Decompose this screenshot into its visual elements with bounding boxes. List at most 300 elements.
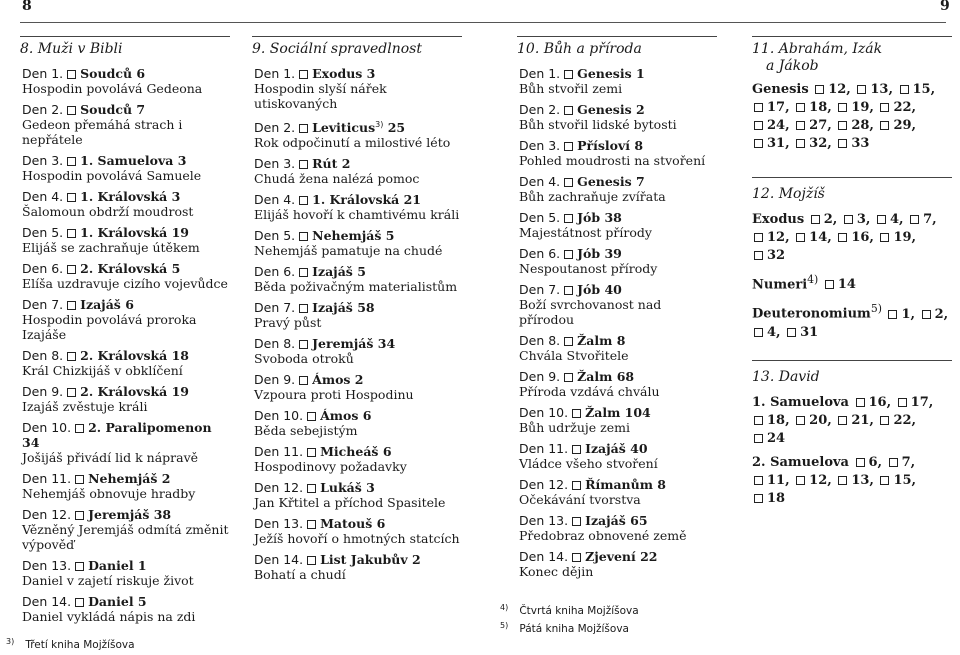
- chapter-number: 12,: [809, 472, 832, 488]
- bible-reference: Izajáš 6: [80, 297, 134, 312]
- day-heading: [22, 594, 230, 609]
- day-heading: [519, 210, 717, 225]
- checkbox-icon: [910, 215, 919, 224]
- checkbox-icon: [815, 85, 824, 94]
- bible-reference: Genesis 1: [577, 66, 645, 81]
- chapter-number: 15,: [893, 472, 917, 488]
- day-label: Den 14.: [519, 549, 569, 564]
- checkbox-icon: [67, 352, 76, 361]
- day-description: Nehemjáš obnovuje hradby: [22, 486, 196, 501]
- chapter-number: 7,: [923, 212, 937, 227]
- bible-reference: Rút 2: [312, 156, 351, 172]
- checkbox-icon: [838, 139, 847, 148]
- day-label: Den 11.: [22, 471, 72, 486]
- checkbox-icon: [564, 106, 573, 115]
- day-entry: [22, 153, 230, 183]
- day-entry: [254, 264, 462, 294]
- bible-reference: Lukáš 3: [320, 480, 375, 496]
- chapter-number: 12,: [828, 82, 851, 97]
- day-description: Očekávání tvorstva: [519, 492, 641, 507]
- day-label: Den 8.: [254, 336, 296, 352]
- day-entry: [519, 174, 717, 204]
- checkbox-icon: [307, 412, 316, 421]
- reading-list-1-samuel: [752, 394, 952, 448]
- bible-reference: 2. Královská 19: [80, 384, 189, 399]
- bible-reference: Nehemjáš 5: [312, 228, 395, 244]
- day-entry: [22, 507, 230, 552]
- day-entry: [22, 384, 230, 414]
- day-description: Příroda vzdává chválu: [519, 384, 660, 399]
- day-label: Den 13.: [519, 513, 569, 528]
- bible-reference: Izajáš 40: [585, 441, 648, 456]
- bible-reference: 1. Samuelova 3: [80, 153, 187, 168]
- bible-reference: 2. Královská 5: [80, 261, 181, 276]
- chapter-item: [878, 118, 916, 133]
- day-entry: [22, 420, 230, 465]
- day-heading: [254, 480, 462, 495]
- chapter-number: 3,: [856, 212, 871, 227]
- checkbox-icon: [67, 229, 76, 238]
- bible-reference: Leviticus: [312, 120, 376, 136]
- chapter-number: 18,: [809, 100, 832, 115]
- day-heading: [22, 420, 230, 450]
- day-heading: [519, 66, 717, 81]
- checkbox-icon: [299, 268, 308, 277]
- chapter-number: 22,: [893, 412, 917, 428]
- chapter-number: 7,: [901, 454, 916, 470]
- day-description: Chudá žena nalézá pomoc: [254, 171, 420, 187]
- page-number-left: 8: [22, 0, 32, 14]
- day-entry: [254, 66, 462, 111]
- checkbox-icon: [754, 434, 763, 443]
- chapter-number: 13,: [851, 472, 874, 488]
- checkbox-icon: [787, 328, 796, 337]
- day-description: Hospodin povolává Gedeona: [22, 81, 203, 96]
- column-patriarchs: [752, 36, 952, 514]
- day-description: Jošijáš přivádí lid k nápravě: [22, 450, 199, 465]
- checkbox-icon: [564, 373, 573, 382]
- checkbox-icon: [857, 85, 866, 94]
- chapter-item: [794, 230, 832, 245]
- bible-reference: Žalm 68: [577, 369, 635, 384]
- bible-reference: Jób 39: [577, 246, 622, 261]
- day-entry: [519, 549, 717, 579]
- checkbox-icon: [299, 304, 308, 313]
- day-heading: [519, 513, 717, 528]
- day-description: Hospodin povolává proroka Izajáše: [22, 312, 197, 342]
- day-heading: [254, 192, 462, 207]
- bible-reference: Přísloví 8: [577, 138, 644, 153]
- chapter-item: [875, 212, 904, 227]
- chapter-number: 15,: [912, 82, 936, 97]
- day-entry: [254, 480, 462, 510]
- bible-reference: Genesis 7: [577, 174, 645, 189]
- bible-reference: 2. Královská 18: [80, 348, 189, 363]
- day-entry: [254, 336, 462, 366]
- checkbox-icon: [838, 121, 847, 130]
- checkbox-icon: [754, 416, 763, 425]
- day-heading: [254, 117, 462, 135]
- day-heading: [22, 153, 230, 168]
- chapter-item: [878, 413, 916, 428]
- footnote-ref: 4): [807, 273, 819, 286]
- day-list: [252, 66, 462, 582]
- checkbox-icon: [880, 233, 889, 242]
- day-label: Den 14.: [254, 552, 304, 568]
- chapter-number: 4,: [767, 324, 781, 340]
- day-description: Rok odpočinutí a milostivé léto: [254, 135, 451, 151]
- chapter-item: [836, 413, 874, 428]
- checkbox-icon: [564, 214, 573, 223]
- footnote-ref: 5): [870, 302, 882, 316]
- checkbox-icon: [75, 424, 84, 433]
- day-description: Ježíš hovoří o hmotných statcích: [254, 531, 460, 547]
- day-entry: [519, 369, 717, 399]
- chapter-item: [854, 455, 883, 470]
- checkbox-icon: [888, 310, 897, 319]
- bible-reference: Ámos 2: [312, 372, 364, 388]
- bible-reference: Soudců 6: [80, 66, 146, 81]
- day-entry: [254, 408, 462, 438]
- day-heading: [22, 189, 230, 204]
- checkbox-icon: [75, 562, 84, 571]
- chapter-item: [887, 455, 916, 470]
- day-entry: [519, 477, 717, 507]
- column-social-justice: [252, 36, 462, 588]
- day-label: Den 3.: [22, 153, 64, 168]
- footnote-3: [6, 637, 135, 651]
- day-label: Den 12.: [519, 477, 569, 492]
- day-entry: [22, 102, 230, 147]
- day-heading: [22, 261, 230, 276]
- day-label: Den 2.: [519, 102, 561, 117]
- chapter-number: 14: [837, 277, 856, 293]
- day-label: Den 5.: [519, 210, 561, 225]
- footnote-ref: 3): [375, 120, 384, 129]
- chapter-number: 6,: [868, 454, 883, 470]
- checkbox-icon: [880, 476, 889, 485]
- day-entry: [254, 117, 462, 150]
- chapter-item: [898, 82, 936, 97]
- chapter-item: [752, 118, 790, 133]
- chapter-item: [896, 395, 934, 410]
- checkbox-icon: [299, 124, 308, 133]
- day-description: Daniel vykládá nápis na zdi: [22, 609, 196, 624]
- chapter-item: [794, 100, 832, 115]
- day-description: Vzpoura proti Hospodinu: [254, 387, 414, 403]
- day-label: Den 2.: [254, 120, 296, 136]
- day-heading: [254, 372, 462, 387]
- day-heading: [519, 405, 717, 420]
- chapter-number: 18,: [767, 412, 790, 428]
- day-heading: [22, 384, 230, 399]
- checkbox-icon: [825, 280, 834, 289]
- checkbox-icon: [889, 458, 898, 467]
- day-description: Jan Křtitel a příchod Spasitele: [254, 495, 446, 511]
- day-heading: [254, 66, 462, 81]
- chapter-number: 32,: [809, 136, 832, 151]
- checkbox-icon: [754, 328, 763, 337]
- day-entry: [519, 138, 717, 168]
- section-title: 10. Bůh a příroda: [517, 41, 642, 57]
- day-label: Den 11.: [519, 441, 569, 456]
- day-description: Elíša uzdravuje cizího vojevůdce: [22, 276, 228, 291]
- checkbox-icon: [811, 215, 820, 224]
- day-label: Den 8.: [22, 348, 64, 363]
- chapter-number: 2,: [823, 212, 838, 227]
- checkbox-icon: [75, 475, 84, 484]
- checkbox-icon: [572, 481, 581, 490]
- chapter-number: 1,: [901, 306, 916, 322]
- bible-reference: Genesis 2: [577, 102, 645, 117]
- section-rule: [252, 36, 462, 37]
- chapter-number: 11,: [767, 472, 790, 488]
- bible-reference: Daniel 5: [88, 594, 147, 609]
- day-entry: [254, 552, 462, 582]
- day-entry: [254, 228, 462, 258]
- chapter-item: [908, 212, 937, 227]
- checkbox-icon: [572, 445, 581, 454]
- checkbox-icon: [299, 376, 308, 385]
- day-heading: [22, 471, 230, 486]
- book-name: Numeri: [752, 277, 808, 293]
- checkbox-icon: [307, 484, 316, 493]
- chapter-number: 17,: [767, 100, 790, 115]
- checkbox-icon: [754, 494, 763, 503]
- book-name: Genesis: [752, 82, 809, 97]
- day-label: Den 12.: [254, 480, 304, 496]
- day-entry: [254, 372, 462, 402]
- chapter-number: 2,: [934, 306, 949, 322]
- day-label: Den 7.: [22, 297, 64, 312]
- day-heading: [254, 228, 462, 243]
- chapter-item: [794, 118, 832, 133]
- day-label: Den 8.: [519, 333, 561, 348]
- day-entry: [22, 594, 230, 624]
- chapter-item: [836, 136, 869, 151]
- chapter-number: 18: [767, 490, 786, 506]
- checkbox-icon: [67, 106, 76, 115]
- bible-reference: List Jakubův 2: [320, 552, 421, 568]
- chapter-item: [813, 82, 851, 97]
- book-name: Exodus: [752, 212, 805, 227]
- checkbox-icon: [572, 409, 581, 418]
- section-title-line: 11. Abrahám, Izák: [752, 41, 883, 57]
- day-entry: [519, 513, 717, 543]
- bible-reference: Jeremjáš 38: [88, 507, 172, 522]
- day-heading: [22, 225, 230, 240]
- checkbox-icon: [307, 520, 316, 529]
- day-heading: [519, 333, 717, 348]
- chapter-item: [836, 473, 874, 488]
- day-description: Běda poživačným materialistům: [254, 279, 458, 295]
- day-label: Den 3.: [254, 156, 296, 172]
- checkbox-icon: [564, 70, 573, 79]
- bible-reference: Matouš 6: [320, 516, 386, 532]
- checkbox-icon: [564, 142, 573, 151]
- section-title-13: 13. David: [752, 368, 820, 385]
- chapter-item: [854, 395, 892, 410]
- day-description: Konec dějin: [519, 564, 594, 579]
- checkbox-icon: [838, 416, 847, 425]
- day-entry: [254, 300, 462, 330]
- day-entry: [519, 333, 717, 363]
- section-title-11: [752, 41, 952, 75]
- chapter-number: 16,: [851, 230, 874, 245]
- day-label: Den 10.: [22, 420, 72, 435]
- day-label: Den 14.: [22, 594, 72, 609]
- chapter-number: 17,: [910, 394, 934, 410]
- reading-list-2-samuel: [752, 454, 952, 508]
- chapter-item: [752, 248, 785, 263]
- chapter-item: [752, 491, 785, 506]
- checkbox-icon: [922, 310, 931, 319]
- checkbox-icon: [564, 337, 573, 346]
- checkbox-icon: [754, 103, 763, 112]
- day-label: Den 7.: [519, 282, 561, 297]
- bible-reference: Exodus 3: [312, 66, 376, 81]
- book-name: 2. Samuelova: [752, 454, 849, 470]
- day-entry: [519, 102, 717, 132]
- checkbox-icon: [880, 103, 889, 112]
- day-label: Den 4.: [254, 192, 296, 208]
- chapter-item: [752, 136, 790, 151]
- footnote-mark: 3): [6, 637, 15, 646]
- day-entry: [22, 261, 230, 291]
- day-heading: [22, 66, 230, 81]
- day-description: Předobraz obnovené země: [519, 528, 687, 543]
- day-description: Nespoutanost přírody: [519, 261, 658, 276]
- chapter-item: [794, 413, 832, 428]
- section-title-line: a Jákob: [766, 58, 819, 74]
- day-description: Bohatí a chudí: [254, 567, 346, 583]
- column-men-in-bible: [20, 36, 230, 630]
- day-description: Hospodinovy požadavky: [254, 459, 407, 475]
- checkbox-icon: [299, 340, 308, 349]
- bible-reference: 1. Královská 3: [80, 189, 181, 204]
- checkbox-icon: [856, 458, 865, 467]
- bible-reference: Micheáš 6: [320, 444, 392, 460]
- day-description: Šalomoun obdrží moudrost: [22, 204, 194, 219]
- day-heading: [519, 282, 717, 297]
- page-number-right: 9: [940, 0, 950, 14]
- bible-reference: Žalm 104: [585, 405, 651, 420]
- day-label: Den 4.: [22, 189, 64, 204]
- checkbox-icon: [838, 233, 847, 242]
- checkbox-icon: [880, 416, 889, 425]
- section-rule: [752, 36, 952, 37]
- day-label: Den 6.: [254, 264, 296, 280]
- section-title: 9. Sociální spravedlnost: [252, 41, 422, 57]
- checkbox-icon: [564, 250, 573, 259]
- checkbox-icon: [67, 265, 76, 274]
- bible-reference: Zjevení 22: [585, 549, 658, 564]
- chapter-number: 13,: [870, 82, 893, 97]
- chapter-item: [752, 230, 790, 245]
- checkbox-icon: [754, 121, 763, 130]
- chapter-number: 12,: [767, 230, 790, 245]
- day-description: Elijáš se zachraňuje útěkem: [22, 240, 200, 255]
- checkbox-icon: [796, 416, 805, 425]
- section-rule: [517, 36, 717, 37]
- bible-reference: Soudců 7: [80, 102, 146, 117]
- chapter-item: [836, 118, 874, 133]
- day-description: Hospodin slyší nářek utiskovaných: [254, 81, 387, 111]
- footnote-4: [500, 603, 639, 617]
- chapter-item: [794, 136, 832, 151]
- day-description: Bůh stvořil lidské bytosti: [519, 117, 677, 132]
- chapter-item: [823, 277, 856, 292]
- checkbox-icon: [796, 233, 805, 242]
- checkbox-icon: [75, 511, 84, 520]
- day-list: [20, 66, 230, 624]
- day-label: Den 9.: [254, 372, 296, 388]
- checkbox-icon: [796, 103, 805, 112]
- checkbox-icon: [307, 556, 316, 565]
- checkbox-icon: [796, 139, 805, 148]
- chapter-item: [794, 473, 832, 488]
- day-label: Den 1.: [254, 66, 296, 81]
- chapter-item: [836, 230, 874, 245]
- chapter-item: [855, 82, 893, 97]
- day-description: Vládce všeho stvoření: [519, 456, 658, 471]
- day-entry: [519, 246, 717, 276]
- day-heading: [519, 246, 717, 261]
- reading-list-numeri: [752, 271, 952, 294]
- day-label: Den 9.: [519, 369, 561, 384]
- chapter-number: 31,: [767, 136, 790, 151]
- checkbox-icon: [796, 476, 805, 485]
- day-description: Běda sebejistým: [254, 423, 358, 439]
- checkbox-icon: [572, 517, 581, 526]
- chapter-item: [878, 100, 916, 115]
- day-description: Nehemjáš pamatuje na chudé: [254, 243, 443, 259]
- day-description: Bůh udržuje zemi: [519, 420, 631, 435]
- day-description: Gedeon přemáhá strach i nepřátele: [22, 117, 183, 147]
- checkbox-icon: [880, 121, 889, 130]
- chapter-number: 24: [767, 430, 786, 446]
- chapter-number: 4,: [889, 212, 904, 227]
- day-entry: [22, 297, 230, 342]
- day-entry: [519, 210, 717, 240]
- reading-list-genesis: [752, 81, 952, 153]
- day-entry: [254, 156, 462, 186]
- day-list: [517, 66, 717, 579]
- day-heading: [254, 516, 462, 531]
- chapter-number: 27,: [809, 118, 832, 133]
- day-heading: [254, 408, 462, 423]
- checkbox-icon: [564, 286, 573, 295]
- chapter-item: [752, 100, 790, 115]
- checkbox-icon: [754, 476, 763, 485]
- checkbox-icon: [75, 598, 84, 607]
- day-label: Den 6.: [22, 261, 64, 276]
- checkbox-icon: [67, 388, 76, 397]
- chapter-number: 22,: [893, 100, 917, 115]
- day-description: Hospodin povolává Samuele: [22, 168, 202, 183]
- checkbox-icon: [67, 70, 76, 79]
- day-label: Den 4.: [519, 174, 561, 189]
- day-entry: [519, 66, 717, 96]
- day-heading: [22, 102, 230, 117]
- column-god-and-nature: [517, 36, 717, 585]
- day-entry: [22, 66, 230, 96]
- day-label: Den 5.: [22, 225, 64, 240]
- day-label: Den 7.: [254, 300, 296, 316]
- day-heading: [254, 336, 462, 351]
- day-heading: [22, 558, 230, 573]
- day-heading: [254, 444, 462, 459]
